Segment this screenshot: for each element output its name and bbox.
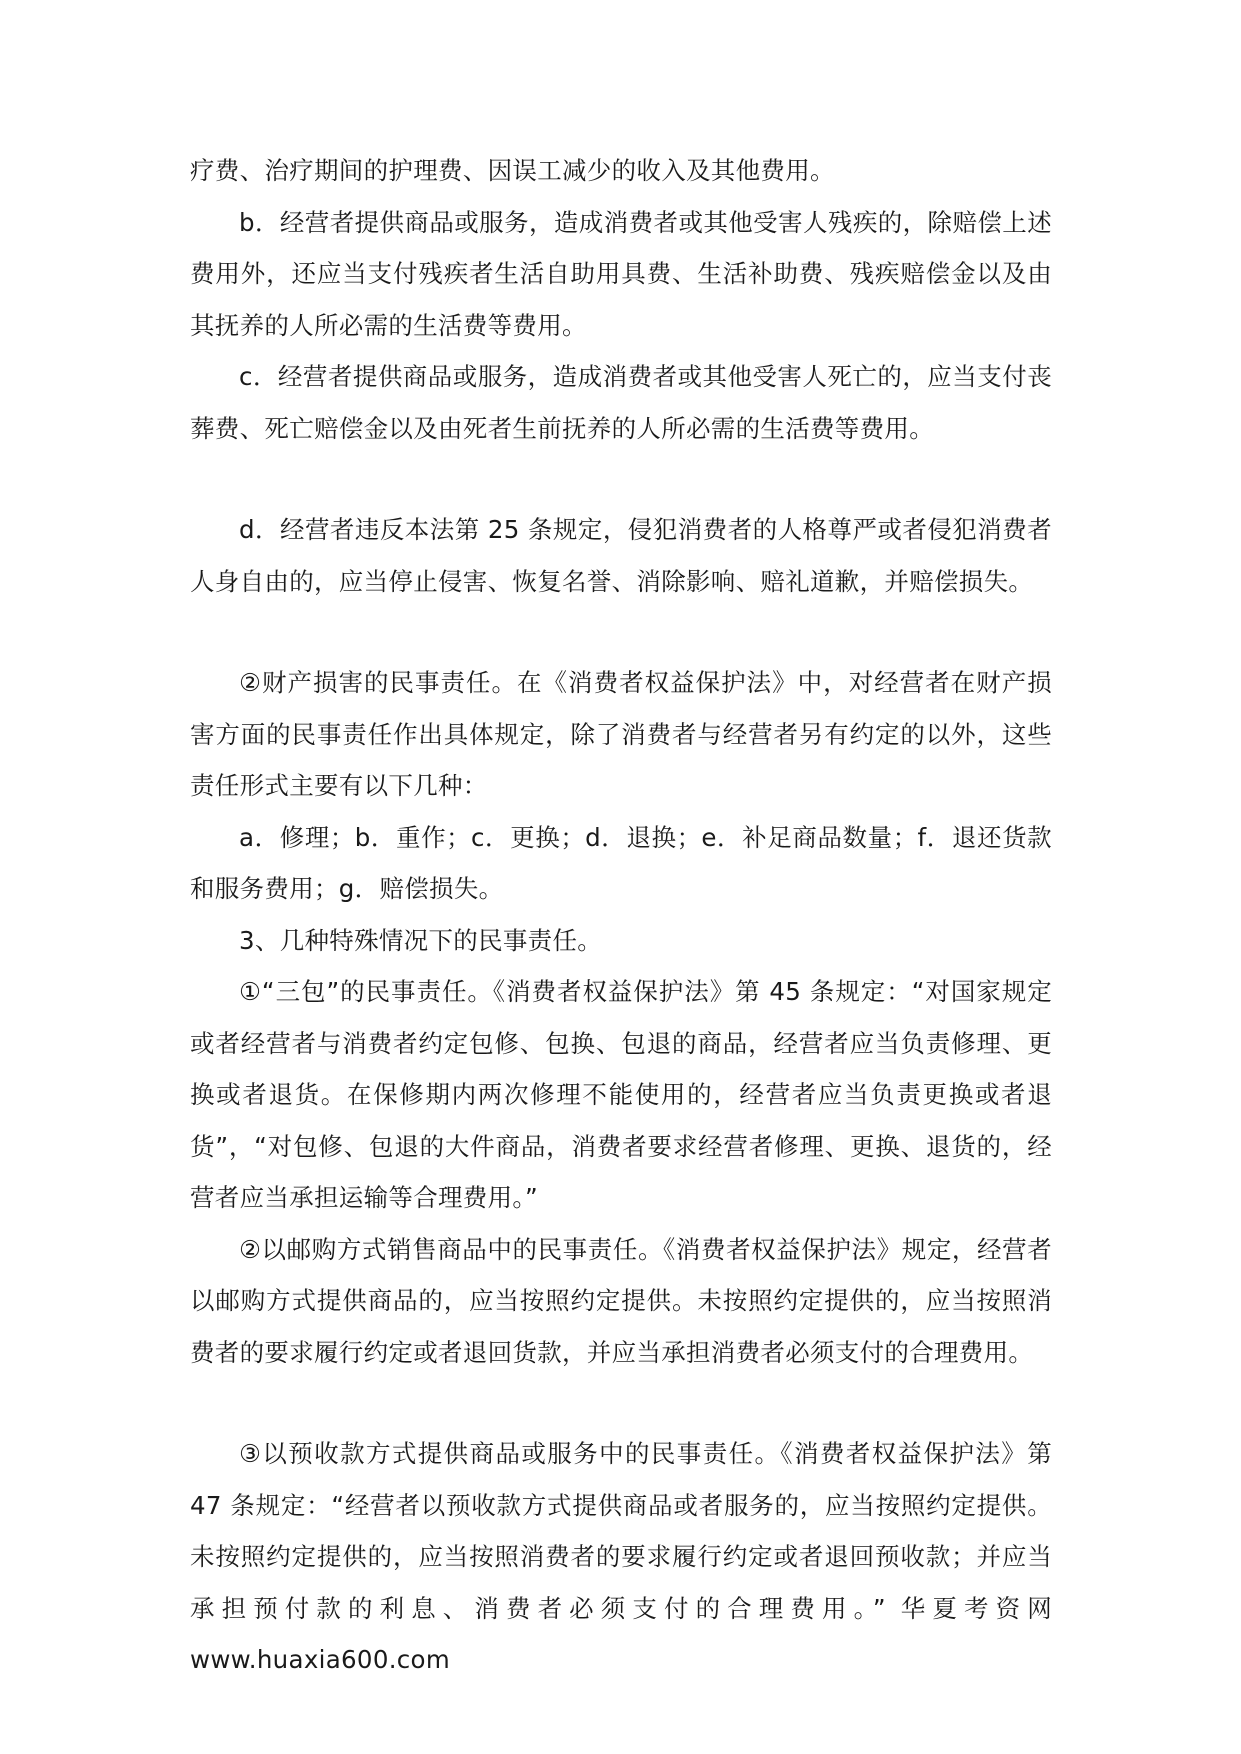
paragraph-section-3-heading: 3、几种特殊情况下的民事责任。	[239, 925, 603, 955]
paragraph-continuation: 疗费、治疗期间的护理费、因误工减少的收入及其他费用。	[190, 156, 835, 185]
paragraph-three-guarantees: ①“三包”的民事责任。《消费者权益保护法》第 45 条规定：“对国家规定或者经营者与消费者约定包修、包换、包退的商品，经营者应当负责修理、更换或者退货。在保修期内两次修理不能使用的，经营者应当负责更换或者退货”，“对包修、包退的大件商品，消费者要求经营者修理、更换、退货的，经营者应当承担运输等合理费用。”	[190, 977, 1052, 1212]
paragraph-mail-order: ②以邮购方式销售商品中的民事责任。《消费者权益保护法》规定，经营者以邮购方式提供商品的，应当按照约定提供。未按照约定提供的，应当按照消费者的要求履行约定或者退回货款，并应当承担消费者必须支付的合理费用。	[190, 1234, 1052, 1367]
paragraph-prepayment: ③以预收款方式提供商品或服务中的民事责任。《消费者权益保护法》第 47 条规定：“经营者以预收款方式提供商品或者服务的，应当按照约定提供。未按照约定提供的，应当按照消费者的要求履行约定或者退回预收款；并应当承担预付款的利息、消费者必须支付的合理费用。” 华夏考资网 www.huaxia600.com	[190, 1439, 1052, 1674]
paragraph-item-b: b．经营者提供商品或服务，造成消费者或其他受害人残疾的，除赔偿上述费用外，还应当支付残疾者生活自助用具费、生活补助费、残疾赔偿金以及由其抚养的人所必需的生活费等费用。	[190, 207, 1052, 340]
paragraph-property-damage: ②财产损害的民事责任。在《消费者权益保护法》中，对经营者在财产损害方面的民事责任作出具体规定，除了消费者与经营者另有约定的以外，这些责任形式主要有以下几种：	[190, 668, 1052, 800]
paragraph-item-c: c．经营者提供商品或服务，造成消费者或其他受害人死亡的，应当支付丧葬费、死亡赔偿金以及由死者生前抚养的人所必需的生活费等费用。	[190, 362, 1052, 443]
paragraph-item-d: d．经营者违反本法第 25 条规定，侵犯消费者的人格尊严或者侵犯消费者人身自由的，应当停止侵害、恢复名誉、消除影响、赔礼道歉，并赔偿损失。	[190, 515, 1052, 596]
paragraph-liability-forms: a．修理；b．重作；c．更换；d．退换；e．补足商品数量；f．退还货款和服务费用；g．赔偿损失。	[190, 822, 1052, 903]
document-body	[190, 145, 1052, 1686]
